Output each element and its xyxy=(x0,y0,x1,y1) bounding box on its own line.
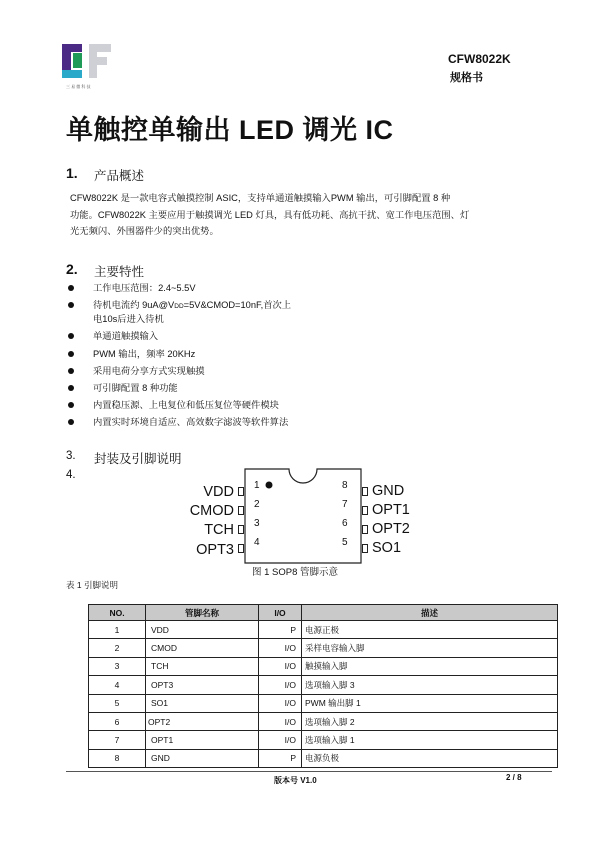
pin-number: 8 xyxy=(342,480,348,491)
pin-number: 5 xyxy=(342,537,348,548)
bullet-dot-icon xyxy=(68,333,74,339)
pin-label-gnd: GND xyxy=(372,483,405,499)
feature-item: 单通道触摸输入 xyxy=(68,330,548,342)
feature-item: 可引脚配置 8 种功能 xyxy=(68,382,548,394)
company-logo xyxy=(62,44,118,84)
table-row: 8 GND P 电源负极 xyxy=(89,749,558,767)
footer-page-number: 2 / 8 xyxy=(506,773,522,782)
pin-label-tch: TCH xyxy=(204,522,234,538)
bullet-dot-icon xyxy=(68,385,74,391)
figure-caption: 图 1 SOP8 管脚示意 xyxy=(252,567,339,578)
pin-4-lead xyxy=(238,544,244,553)
bullet-dot-icon xyxy=(68,402,74,408)
pin-1-lead xyxy=(238,487,244,496)
pin-number: 1 xyxy=(254,480,260,491)
section-2-number: 2. xyxy=(66,261,78,277)
pin-number: 7 xyxy=(342,499,348,510)
overview-line: 功能。CFW8022K 主要应用于触摸调光 LED 灯具，具有低功耗、高抗干扰、宽工作电压范围、灯 xyxy=(70,209,470,220)
pin-7-lead xyxy=(362,506,368,515)
pin-description-table xyxy=(88,604,558,768)
bullet-dot-icon xyxy=(68,351,74,357)
section-3-title: 封装及引脚说明 xyxy=(94,452,182,466)
feature-item: 采用电荷分享方式实现触摸 xyxy=(68,365,548,377)
doc-code: CFW8022K xyxy=(448,52,511,66)
table-row: 1 VDD P 电源正极 xyxy=(89,621,558,639)
pin-number: 4 xyxy=(254,537,260,548)
bullet-dot-icon xyxy=(68,285,74,291)
overview-paragraph xyxy=(70,190,469,240)
column-header: NO. xyxy=(89,605,146,621)
pin-number: 2 xyxy=(254,499,260,510)
table-row: 6 OPT2 I/O 选项输入脚 2 xyxy=(89,712,558,730)
table-header-row xyxy=(89,605,558,621)
table-row: 5 SO1 I/O PWM 输出脚 1 xyxy=(89,694,558,712)
pin-label-opt2: OPT2 xyxy=(372,521,410,537)
pin-6-lead xyxy=(362,525,368,534)
pin-number: 6 xyxy=(342,518,348,529)
footer-version: 版本号 V1.0 xyxy=(274,776,317,785)
doc-type: 规格书 xyxy=(450,72,483,84)
bullet-dot-icon xyxy=(68,419,74,425)
section-1-number: 1. xyxy=(66,165,78,181)
pin-8-lead xyxy=(362,487,368,496)
feature-item: 内置稳压源、上电复位和低压复位等硬件模块 xyxy=(68,399,548,411)
table-row: 4 OPT3 I/O 选项输入脚 3 xyxy=(89,676,558,694)
table-caption: 表 1 引脚说明 xyxy=(66,580,118,590)
table-row: 3 TCH I/O 触摸输入脚 xyxy=(89,657,558,675)
section-4-number: 4. xyxy=(66,469,76,481)
overview-line: 光无频闪、外围器件少的突出优势。 xyxy=(70,226,219,236)
pin-3-lead xyxy=(238,525,244,534)
column-header: 管脚名称 xyxy=(146,605,259,621)
section-3-number: 3. xyxy=(66,450,76,462)
bullet-dot-icon xyxy=(68,368,74,374)
feature-item: PWM 输出，频率 20KHz xyxy=(68,348,548,360)
feature-list xyxy=(68,282,548,434)
page-title: 单触控单输出 LED 调光 IC xyxy=(66,115,394,145)
feature-item: 内置实时环境自适应、高效数字滤波等软件算法 xyxy=(68,416,548,428)
pin-label-opt3: OPT3 xyxy=(196,542,234,558)
section-2-title: 主要特性 xyxy=(94,265,145,279)
column-header: 描述 xyxy=(302,605,558,621)
table-row: 2 CMOD I/O 采样电容输入脚 xyxy=(89,639,558,657)
footer-divider xyxy=(66,771,552,772)
pin-number: 3 xyxy=(254,518,260,529)
pin-label-cmod: CMOD xyxy=(189,503,234,519)
feature-item: 待机电流约 9uA@VDD=5V&CMOD=10nF,首次上 电10s后进入待机 xyxy=(68,299,548,325)
bullet-dot-icon xyxy=(68,302,74,308)
pin-label-so1: SO1 xyxy=(372,540,402,556)
pin-2-lead xyxy=(238,506,244,515)
section-1-title: 产品概述 xyxy=(94,169,145,183)
overview-line: CFW8022K 是一款电容式触摸控制 ASIC，支持单通道触摸输入PWM 输出，可引脚配置 8 种 xyxy=(70,193,451,203)
pin-label-opt1: OPT1 xyxy=(372,502,410,518)
pin-label-vdd: VDD xyxy=(203,484,234,500)
column-header: I/O xyxy=(259,605,302,621)
feature-item: 工作电压范围：2.4~5.5V xyxy=(68,282,548,294)
table-row: 7 OPT1 I/O 选项输入脚 1 xyxy=(89,731,558,749)
logo-tagline: 三 易 微 科 技 xyxy=(66,84,91,89)
pin-5-lead xyxy=(362,544,368,553)
